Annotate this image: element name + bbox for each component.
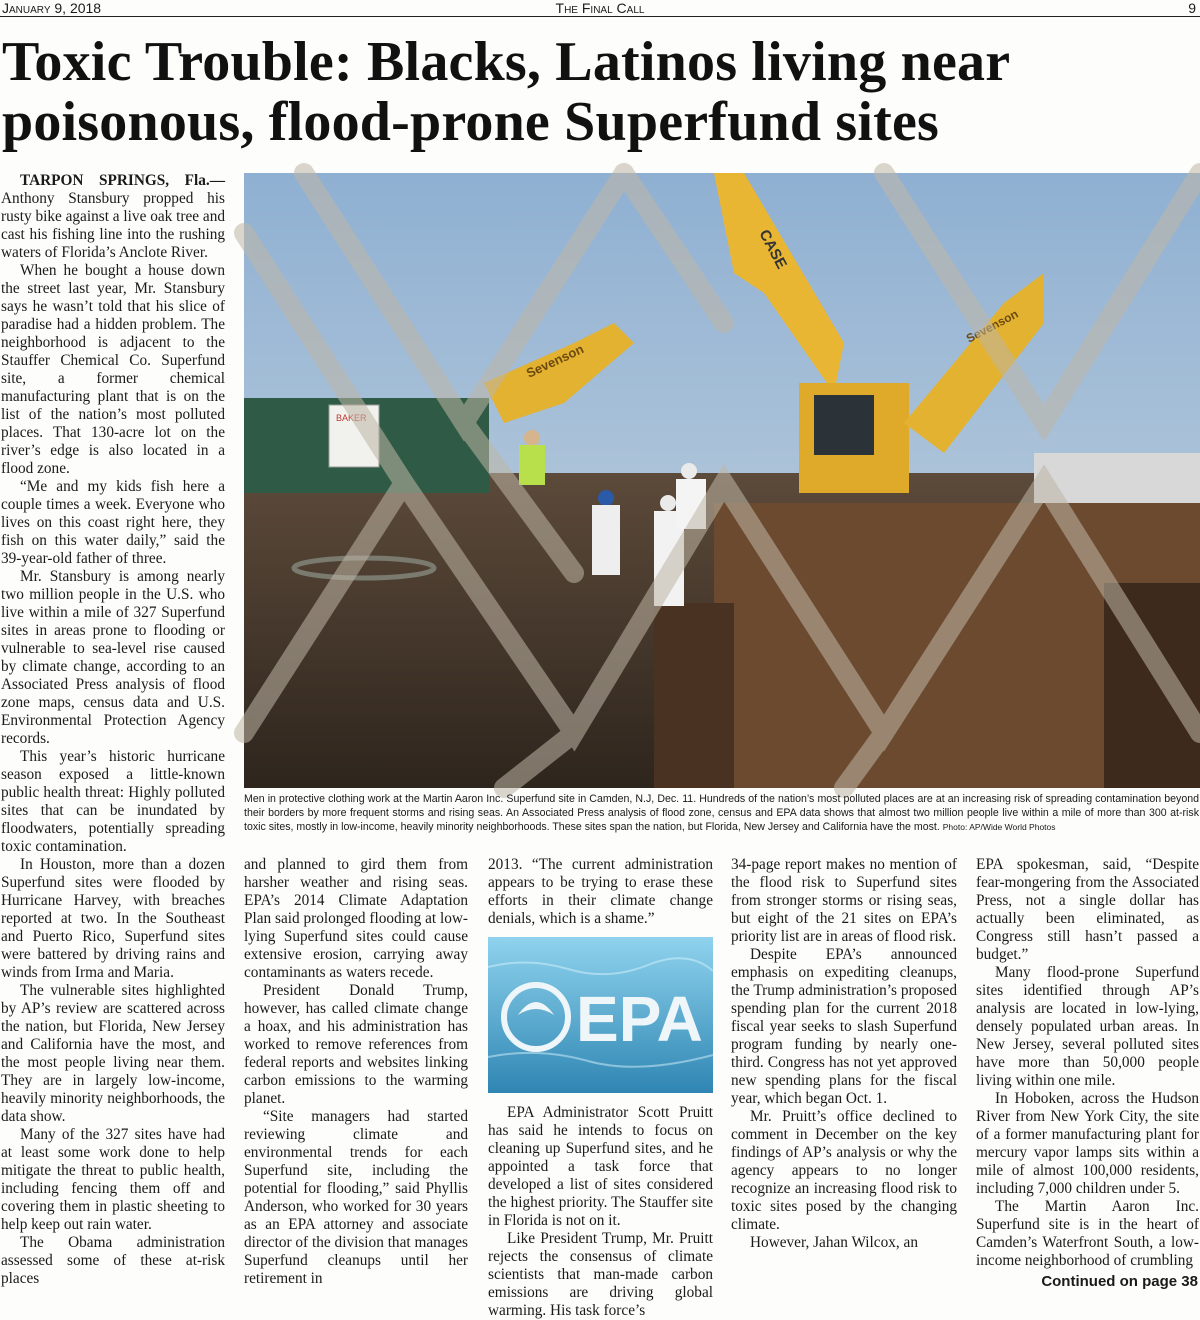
article-paragraph: The Obama administration assessed some of these at-risk places: [1, 1234, 225, 1287]
article-paragraph: This year’s historic hurricane season exposed a little-known public health threat: Highly polluted sites that can be inundated by floodwaters, potentially spreading toxic contamination.: [1, 748, 225, 855]
article-paragraph: Like President Trump, Mr. Pruitt rejects the consensus of climate scientists that man-made carbon emissions are driving global warming. His task force’s: [488, 1230, 713, 1319]
epa-logo-image: [488, 937, 713, 1093]
article-column-3: [488, 856, 713, 936]
article-paragraph: Many of the 327 sites have had at least some work done to help mitigate the threat to public health, including fencing them off and covering them in plastic sheeting to help keep out rain water.: [1, 1126, 225, 1233]
article-paragraph: EPA spokesman, said, “Despite fear-mongering from the Associated Press, not a single dollar has actually been eliminated, as Congress still hasn’t passed a budget.”: [976, 856, 1199, 963]
masthead: [0, 0, 1200, 17]
article-paragraph: Many flood-prone Superfund sites identified through AP’s analysis are located in low-lying, densely populated urban areas. In New Jersey, several polluted sites have more than 50,000 people living within one mile.: [976, 964, 1199, 1089]
epa-logo-graphic: [488, 937, 713, 1093]
worker: [592, 505, 620, 575]
article-paragraph: In Hoboken, across the Hudson River from New York City, the site of a former manufacturing plant for mercury vapor lamps sits within a mile of almost 100,000 residents, including 7,000 children under 5.: [976, 1090, 1199, 1197]
article-paragraph: Mr. Pruitt’s office declined to comment in December on the key findings of AP’s analysis or why the agency appears to no longer recognize an increasing flood risk to toxic sites posed by the changing climate.: [731, 1108, 957, 1233]
article-paragraph: [1, 172, 225, 262]
article-column-2: [244, 856, 468, 1296]
article-paragraph: “Site managers had started reviewing climate and environmental trends for each Superfund site, including the potential for flooding,” said Phyllis Anderson, who worked for 30 years as an EPA attorney and associate director of the division that manages Superfund cleanups until her retirement in: [244, 1108, 468, 1287]
page-number: 9: [1188, 0, 1196, 16]
article-paragraph: The vulnerable sites highlighted by AP’s review are scattered across the nation, but Florida, New Jersey and California have the most, and the most people living near them. They are in largely low-income, heavily minority neighborhoods, the data show.: [1, 982, 225, 1125]
excavator-label: Sevenson: [963, 306, 1021, 346]
paragraph-text: Anthony Stansbury propped his rusty bike against a live oak tree and cast his fishing line into the rushing waters of Florida’s Anclote River.: [1, 190, 225, 261]
caption-text: Men in protective clothing work at the Martin Aaron Inc. Superfund site in Camden, N.J, Dec. 11. Hundreds of the nation’s most polluted places are at an increasing risk of spreading contamination beyond their borders by more frequent storms and rising seas. An Associated Press analysis of flood zone, census and EPA data shows that almost two million people live within a mile of more than 300 at-risk toxic sites, mostly in low-income, heavily minority neighborhoods. These sites span the nation, but Florida, New Jersey and California have the most.: [244, 793, 1199, 833]
worker: [519, 445, 545, 485]
issue-date: January 9, 2018: [2, 0, 102, 16]
article-paragraph: The Martin Aaron Inc. Superfund site is in the heart of Camden’s Waterfront South, a low-income neighborhood of crumbling: [976, 1198, 1199, 1269]
continued-on-page-link[interactable]: Continued on page 38: [1041, 1273, 1198, 1290]
photo-credit: Photo: AP/Wide World Photos: [942, 822, 1056, 832]
photo-caption: [244, 792, 1199, 834]
sign-text: BAKER: [336, 413, 367, 423]
article-column-4: [731, 856, 957, 1296]
paper-name: The Final Call: [555, 0, 645, 16]
excavator-label: CASE: [755, 226, 791, 272]
dateline: TARPON SPRINGS, Fla.—: [20, 172, 225, 189]
article-paragraph: President Donald Trump, however, has called climate change a hoax, and his administration has worked to remove references from federal reports and websites linking carbon emissions to the warming planet.: [244, 982, 468, 1107]
article-paragraph: and planned to gird them from harsher weather and rising seas. EPA’s 2014 Climate Adaptation Plan said prolonged flooding at low-lying Superfund sites could cause extensive erosion, carrying away contaminants as waters recede.: [244, 856, 468, 981]
epa-logo-text: EPA: [576, 983, 703, 1055]
article-paragraph: In Houston, more than a dozen Superfund sites were flooded by Hurricane Harvey, with breaches reported at two. In the Southeast and Puerto Rico, Superfund sites were battered by driving rains and winds from Irma and Maria.: [1, 856, 225, 981]
article-paragraph: 34-page report makes no mention of the flood risk to Superfund sites from stronger storms or rising seas, but eight of the 21 sites on EPA’s priority list are in areas of flood risk.: [731, 856, 957, 945]
article-paragraph: Despite EPA’s announced emphasis on expediting cleanups, the Trump administration’s proposed spending plan for the current 2018 fiscal year seeks to slash Superfund program funding by nearly one-third. Congress has not yet approved new spending plans for the fiscal year, which began Oct. 1.: [731, 946, 957, 1107]
article-paragraph: “Me and my kids fish here a couple times a week. Everyone who lives on this coast right here, they fish on this water daily,” said the 39-year-old father of three.: [1, 478, 225, 567]
article-column-5: [976, 856, 1199, 1274]
excavator-label: Sevenson: [523, 341, 586, 381]
article-paragraph: EPA Administrator Scott Pruitt has said he intends to focus on cleaning up Superfund sites, and he appointed a task force that developed a list of sites considered the highest priority. The Stauffer site in Florida is not on it.: [488, 1104, 713, 1229]
article-column-1: [1, 172, 225, 1296]
article-paragraph: 2013. “The current administration appears to be trying to erase these efforts in their climate change denials, which is a shame.”: [488, 856, 713, 927]
superfund-site-photo: [244, 173, 1200, 788]
article-paragraph: However, Jahan Wilcox, an: [750, 1234, 918, 1251]
headline: Toxic Trouble: Blacks, Latinos living near poisonous, flood-prone Superfund sites: [2, 31, 1010, 153]
article-column-3-lower: [488, 1104, 713, 1319]
excavation-scene-image: [244, 173, 1200, 788]
article-paragraph: Mr. Stansbury is among nearly two million people in the U.S. who live within a mile of 327 Superfund sites in areas prone to flooding or vulnerable to sea-level rise caused by climate change, according to an Associated Press analysis of flood zone maps, census data and U.S. Environmental Protection Agency records.: [1, 568, 225, 747]
article-paragraph: When he bought a house down the street last year, Mr. Stansbury says he wasn’t told that his slice of paradise had a hidden problem. The neighborhood is adjacent to the Stauffer Chemical Co. Superfund site, a former chemical manufacturing plant that is on the list of the nation’s most polluted places. That 130-acre lot on the river’s edge is also located in a flood zone.: [1, 262, 225, 477]
